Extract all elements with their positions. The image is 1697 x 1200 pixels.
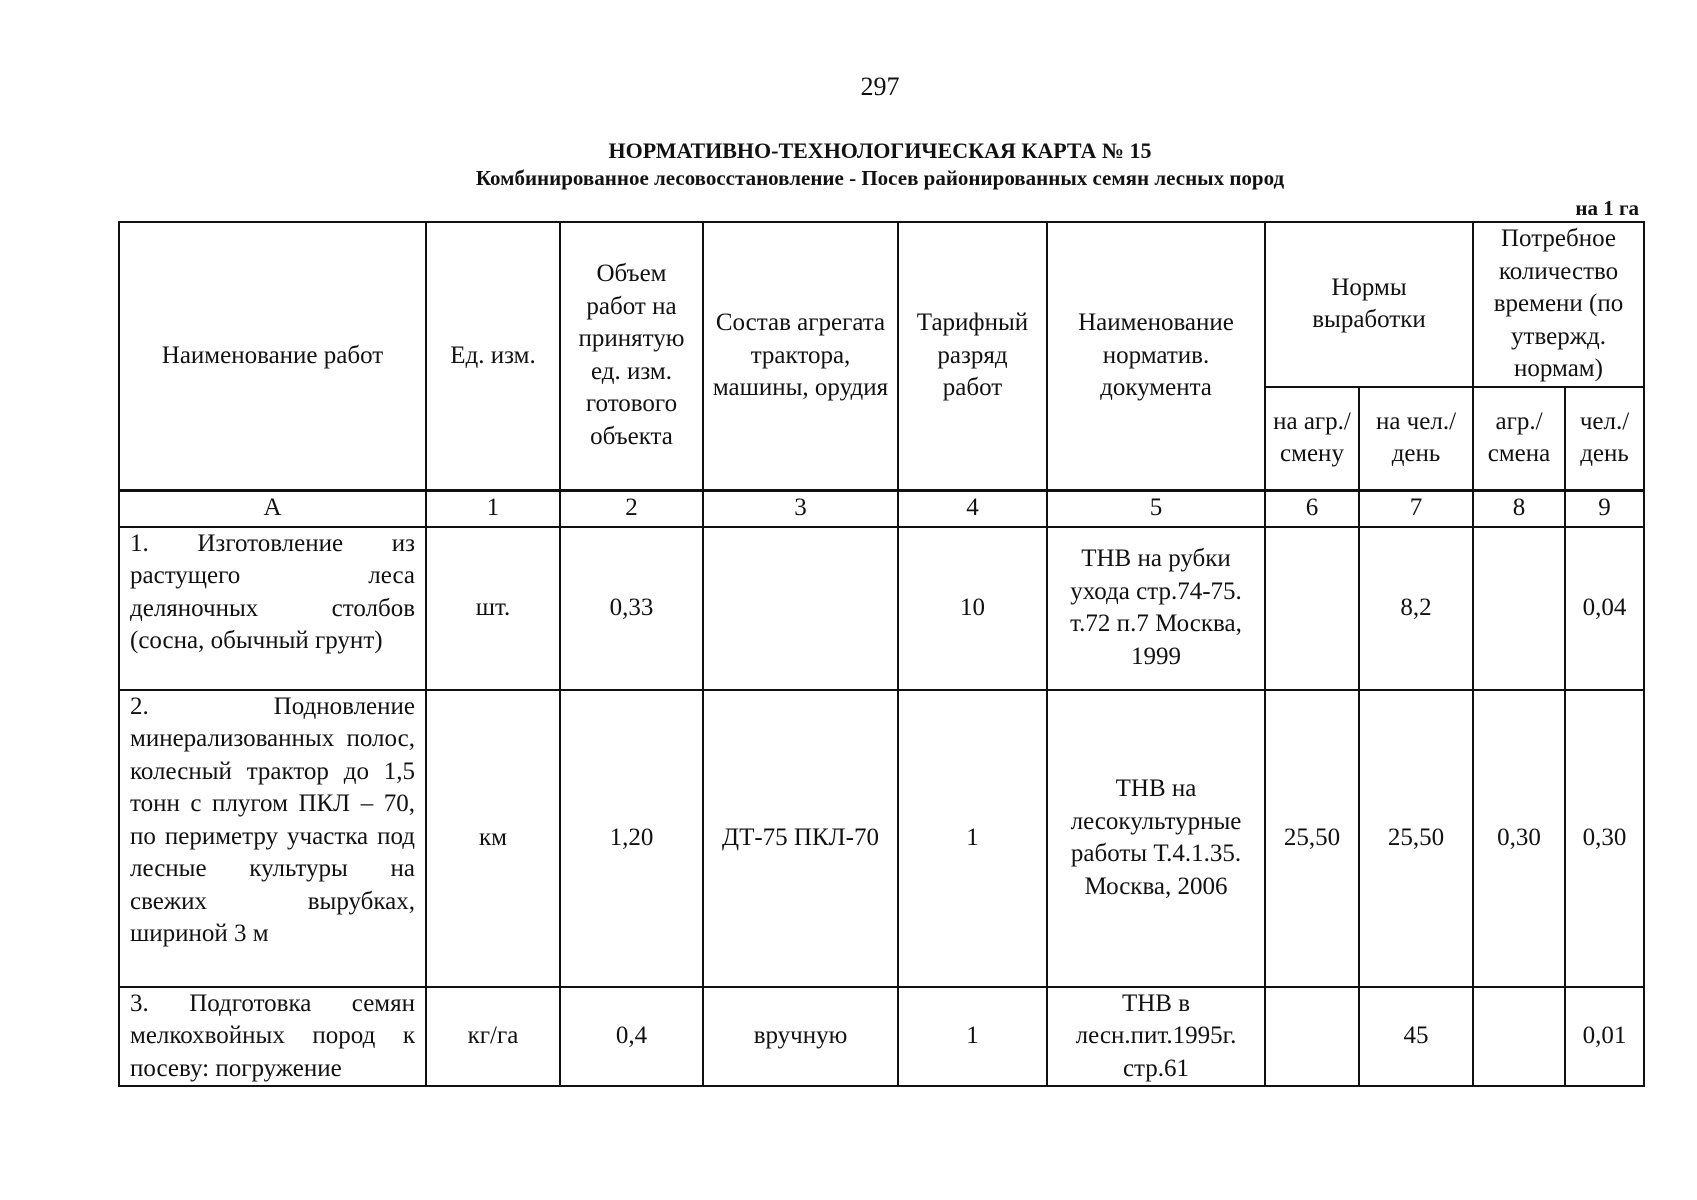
cell-volume: 0,4	[560, 987, 703, 1087]
column-code: 5	[1047, 490, 1265, 527]
cell-time-person: 0,04	[1565, 527, 1644, 690]
cell-tariff: 1	[898, 987, 1047, 1087]
cell-composition: вручную	[703, 987, 898, 1087]
cell-time-person: 0,30	[1565, 690, 1644, 987]
header-volume: Объем работ на принятую ед. изм. готового объекта	[560, 222, 703, 490]
cell-volume: 0,33	[560, 527, 703, 690]
cell-tariff: 10	[898, 527, 1047, 690]
column-code: 8	[1473, 490, 1565, 527]
cell-norm-person: 45	[1359, 987, 1473, 1087]
column-code: 3	[703, 490, 898, 527]
cell-tariff: 1	[898, 690, 1047, 987]
table-row	[119, 690, 1644, 987]
norms-table	[118, 221, 1645, 1087]
page-number: 297	[860, 72, 900, 101]
cell-composition	[703, 527, 898, 690]
column-code: 6	[1265, 490, 1359, 527]
cell-work-name: 1. Изготовление из растущего леса деляночных столбов (сосна, обычный грунт)	[119, 527, 426, 690]
column-code: А	[119, 490, 426, 527]
cell-time-unit	[1473, 987, 1565, 1087]
cell-work-name: 3. Подготовка семян мелкохвойных пород к посеву: погружение	[119, 987, 426, 1087]
cell-norm-person: 25,50	[1359, 690, 1473, 987]
column-code: 2	[560, 490, 703, 527]
table-row	[119, 527, 1644, 690]
header-document-name: Наименование норматив. документа	[1047, 222, 1265, 490]
document-subtitle: Комбинированное лесовосстановление - Посев районированных семян лесных пород	[475, 166, 1285, 190]
cell-document: ТНВ на рубки ухода стр.74-75. т.72 п.7 Москва, 1999	[1047, 527, 1265, 690]
document-title: НОРМАТИВНО-ТЕХНОЛОГИЧЕСКАЯ КАРТА № 15	[608, 138, 1152, 163]
cell-norm-unit: 25,50	[1265, 690, 1359, 987]
header-tariff: Тарифный разряд работ	[898, 222, 1047, 490]
header-time-unit-shift: агр./ смена	[1473, 387, 1565, 491]
cell-unit: шт.	[426, 527, 560, 690]
header-norms: Нормы выработки	[1265, 222, 1473, 387]
header-norms-per-person-day: на чел./ день	[1359, 387, 1473, 491]
cell-norm-unit	[1265, 527, 1359, 690]
header-work-name: Наименование работ	[119, 222, 426, 490]
table-row	[119, 987, 1644, 1087]
header-time-needed: Потребное количество времени (по утвержд. нормам)	[1473, 222, 1644, 387]
cell-unit: км	[426, 690, 560, 987]
column-code: 4	[898, 490, 1047, 527]
column-code: 9	[1565, 490, 1644, 527]
cell-norm-unit	[1265, 987, 1359, 1087]
cell-time-person: 0,01	[1565, 987, 1644, 1087]
cell-time-unit: 0,30	[1473, 690, 1565, 987]
cell-unit: кг/га	[426, 987, 560, 1087]
unit-note: на 1 га	[1575, 196, 1639, 220]
cell-document: ТНВ в лесн.пит.1995г. стр.61	[1047, 987, 1265, 1087]
column-code: 1	[426, 490, 560, 527]
header-norms-per-unit-shift: на агр./ смену	[1265, 387, 1359, 491]
cell-work-name: 2. Подновление минерализованных полос, колесный трактор до 1,5 тонн с плугом ПКЛ – 70, по периметру участка под лесные культуры на свежих вырубках, шириной 3 м	[119, 690, 426, 987]
cell-composition: ДТ-75 ПКЛ-70	[703, 690, 898, 987]
cell-norm-person: 8,2	[1359, 527, 1473, 690]
header-time-person-day: чел./ день	[1565, 387, 1644, 491]
header-unit-composition: Состав агрегата трактора, машины, орудия	[703, 222, 898, 490]
header-unit: Ед. изм.	[426, 222, 560, 490]
cell-document: ТНВ на лесокультурные работы Т.4.1.35. Москва, 2006	[1047, 690, 1265, 987]
cell-time-unit	[1473, 527, 1565, 690]
cell-volume: 1,20	[560, 690, 703, 987]
column-code: 7	[1359, 490, 1473, 527]
